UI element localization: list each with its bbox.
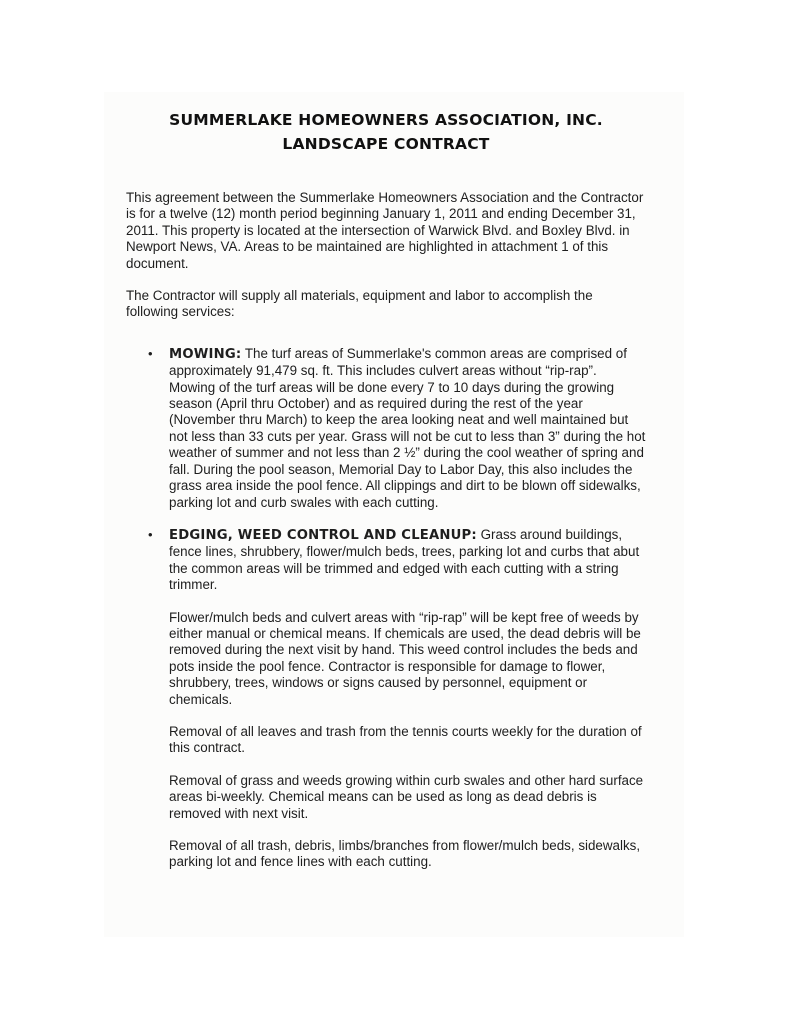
mowing-heading: MOWING:	[169, 346, 242, 362]
edging-bullet	[126, 527, 646, 594]
intro-paragraph: This agreement between the Summerlake Homeowners Association and the Contractor is for a twelve (12) month period beginning January 1, 2011 and ending December 31, 2011. This property is located at the intersection of Warwick Blvd. and Boxley Blvd. in Newport News, VA. Areas to be maintained are highlighted in attachment 1 of this document.	[126, 190, 644, 271]
document-title-line1: SUMMERLAKE HOMEOWNERS ASSOCIATION, INC.	[169, 111, 603, 129]
bullet-icon: •	[148, 345, 153, 361]
edging-heading: EDGING, WEED CONTROL AND CLEANUP:	[169, 527, 477, 543]
contract-document	[126, 108, 646, 871]
document-title-line2: LANDSCAPE CONTRACT	[282, 135, 490, 153]
edging-text: Grass around buildings, fence lines, shrubbery, flower/mulch beds, trees, parking lot and curbs that abut the common areas will be trimmed and edged with each cutting with a string trimmer.	[169, 526, 640, 593]
mowing-bullet	[126, 346, 646, 511]
trash-removal-paragraph: Removal of all trash, debris, limbs/branches from flower/mulch beds, sidewalks, parking lot and fence lines with each cutting.	[169, 838, 641, 870]
mowing-text: The turf areas of Summerlake's common areas are comprised of approximately 91,479 sq. ft. This includes culvert areas without “rip-rap”. Mowing of the turf areas will be done every 7 to 10 days during the growing season (April thru October) and as required during the rest of the year (November thru March) to keep the area looking neat and well maintained but not less than 33 cuts per year. Grass will not be cut to less than 3” during the hot weather of summer and not less than 2 ½” during the cool weather of spring and fall. During the pool season, Memorial Day to Labor Day, this also includes the grass area inside the pool fence. All clippings and dirt to be blown off sidewalks, parking lot and curb swales with each cutting.	[169, 345, 646, 510]
weed-control-paragraph: Flower/mulch beds and culvert areas with “rip-rap” will be kept free of weeds by either manual or chemical means. If chemicals are used, the dead debris will be removed during the next visit by hand. This weed control includes the beds and pots inside the pool fence. Contractor is responsible for damage to flower, shrubbery, trees, windows or signs caused by personnel, equipment or chemicals.	[169, 609, 641, 707]
services-intro-paragraph: The Contractor will supply all materials, equipment and labor to accomplish the following services:	[126, 288, 593, 320]
curb-swales-paragraph: Removal of grass and weeds growing within curb swales and other hard surface areas bi-weekly. Chemical means can be used as long as dead debris is removed with next visit.	[169, 772, 644, 821]
tennis-courts-paragraph: Removal of all leaves and trash from the tennis courts weekly for the duration of this contract.	[169, 723, 642, 756]
bullet-icon: •	[148, 526, 153, 542]
